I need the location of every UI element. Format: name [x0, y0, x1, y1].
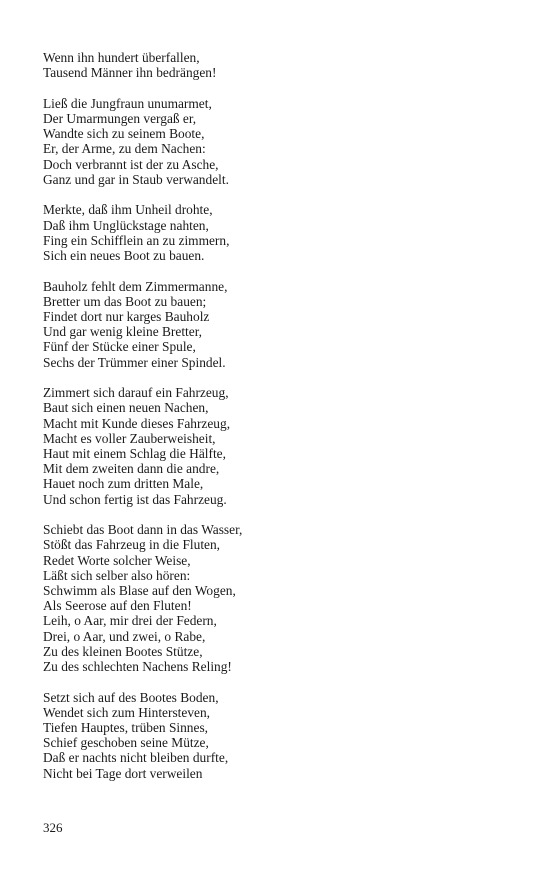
- verse-line: Tausend Männer ihn bedrängen!: [43, 65, 217, 81]
- stanza-5: [43, 385, 523, 507]
- verse-line: Und schon fertig ist das Fahrzeug.: [43, 491, 227, 507]
- verse-line: Hauet noch zum dritten Male,: [43, 476, 204, 492]
- verse-line: Findet dort nur karges Bauholz: [43, 309, 210, 325]
- verse-line: Nicht bei Tage dort verweilen: [43, 765, 203, 781]
- verse-line: Er, der Arme, zu dem Nachen:: [43, 141, 206, 157]
- verse-line: Setzt sich auf des Bootes Boden,: [43, 689, 219, 705]
- verse-line: Fing ein Schifflein an zu zimmern,: [43, 232, 230, 248]
- stanza-7: [43, 690, 523, 781]
- verse-line: Sechs der Trümmer einer Spindel.: [43, 354, 226, 370]
- verse-line: Leih, o Aar, mir drei der Federn,: [43, 613, 217, 629]
- verse-line: Bauholz fehlt dem Zimmermanne,: [43, 278, 228, 294]
- verse-line: Tiefen Hauptes, trüben Sinnes,: [43, 720, 209, 736]
- verse-line: Schwimm als Blase auf den Wogen,: [43, 583, 236, 599]
- verse-line: Stößt das Fahrzeug in die Fluten,: [43, 537, 221, 553]
- stanza-1: [43, 50, 523, 80]
- verse-line: Zu des kleinen Bootes Stütze,: [43, 643, 203, 659]
- verse-line: Ganz und gar in Staub verwandelt.: [43, 171, 229, 187]
- verse-line: Haut mit einem Schlag die Hälfte,: [43, 446, 226, 462]
- poem-text: [43, 50, 523, 796]
- verse-line: Läßt sich selber also hören:: [43, 567, 191, 583]
- verse-line: Der Umarmungen vergaß er,: [43, 111, 197, 126]
- verse-line: Daß ihm Unglückstage nahten,: [43, 217, 209, 233]
- verse-line: Bretter um das Boot zu bauen;: [43, 293, 207, 309]
- verse-line: Fünf der Stücke einer Spule,: [43, 339, 196, 355]
- verse-line: Sich ein neues Boot zu bauen.: [43, 248, 205, 264]
- verse-line: Merkte, daß ihm Unheil drohte,: [43, 202, 213, 218]
- verse-line: Wandte sich zu seinem Boote,: [43, 126, 205, 142]
- verse-line: Daß er nachts nicht bleiben durfte,: [43, 750, 229, 766]
- verse-line: Redet Worte solcher Weise,: [43, 552, 191, 568]
- stanza-3: [43, 202, 523, 263]
- verse-line: Mit dem zweiten dann die andre,: [43, 461, 220, 477]
- verse-line: Baut sich einen neuen Nachen,: [43, 400, 209, 416]
- stanza-4: [43, 279, 523, 370]
- verse-line: Schief geschoben seine Mütze,: [43, 735, 209, 751]
- verse-line: Macht es voller Zauberweisheit,: [43, 430, 216, 446]
- verse-line: Drei, o Aar, und zwei, o Rabe,: [43, 628, 206, 644]
- verse-line: Als Seerose auf den Fluten!: [43, 598, 192, 614]
- verse-line: Zu des schlechten Nachens Reling!: [43, 659, 232, 675]
- verse-line: Ließ die Jungfraun unumarmet,: [43, 95, 212, 111]
- verse-line: Wenn ihn hundert überfallen,: [43, 50, 200, 65]
- page-number: 326: [43, 820, 63, 835]
- verse-line: Und gar wenig kleine Bretter,: [43, 324, 202, 340]
- verse-line: Zimmert sich darauf ein Fahrzeug,: [43, 385, 229, 401]
- verse-line: Doch verbrannt ist der zu Asche,: [43, 156, 219, 172]
- stanza-2: [43, 96, 523, 187]
- stanza-6: [43, 522, 523, 674]
- verse-line: Schiebt das Boot dann in das Wasser,: [43, 522, 243, 538]
- verse-line: Macht mit Kunde dieses Fahrzeug,: [43, 415, 231, 431]
- verse-line: Wendet sich zum Hintersteven,: [43, 704, 210, 720]
